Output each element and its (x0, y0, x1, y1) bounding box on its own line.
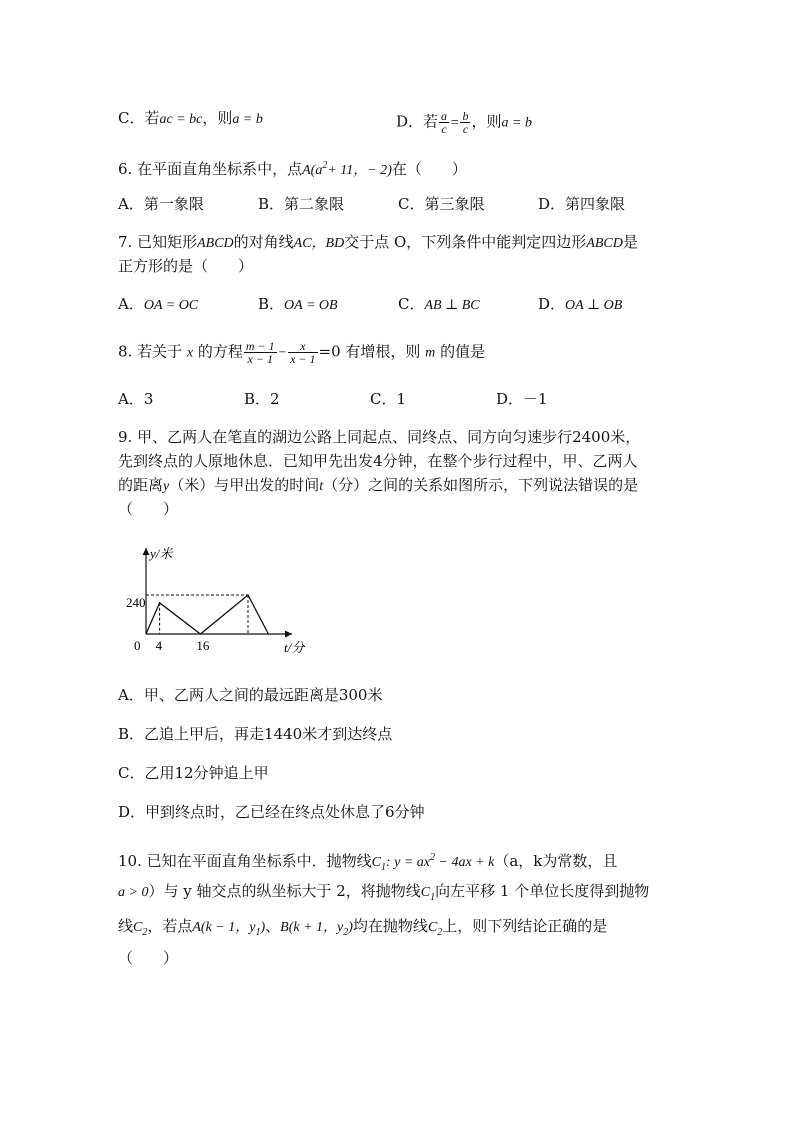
q5-c-expr: ac = bc (159, 112, 203, 127)
q7-diag: AC，BD (293, 236, 345, 251)
q7-b-expr: OA = OB (284, 298, 338, 313)
q5-d-conclusion: a = b (501, 115, 532, 131)
series-line (146, 595, 268, 634)
q6-option-d: D．第四象限 (538, 195, 626, 213)
q8-m: m (425, 345, 436, 361)
q9-line4: （ ） (118, 500, 179, 518)
q5-c-conclusion: a = b (232, 112, 263, 127)
q10-pa-sub: 1 (255, 927, 261, 938)
q7-a-label: A． (118, 295, 144, 313)
q10-sep: 、 (265, 917, 281, 935)
q7-stem-line2: 正方形的是（ ） (118, 257, 254, 275)
q8-stem (118, 340, 485, 365)
q10-l3c: 均在抛物线 (352, 917, 428, 935)
q10-l2c: 向左平移 1 个单位长度得到抛物 (435, 882, 650, 900)
q10-line4: （ ） (118, 949, 179, 967)
q10-c1: C (371, 855, 381, 870)
q7-c-expr: AB ⊥ BC (424, 298, 480, 313)
q9-y: y (163, 479, 170, 494)
q9-line1: 9. 甲、乙两人在笔直的湖边公路上同起点、同终点、同方向匀速步行2400米， (118, 428, 641, 446)
q6-coord-a: a (315, 163, 323, 178)
q8-minus: − (277, 345, 288, 361)
q9-option-d: D．甲到终点时，乙已经在终点处休息了6分钟 (118, 803, 425, 821)
q8-var: x (186, 345, 194, 361)
q10-l2a: a > 0 (118, 885, 149, 900)
q10-c2: C (133, 920, 143, 935)
distance-time-graph (126, 540, 326, 660)
q7-option-d (538, 294, 622, 316)
q8-c: =0 有增根，则 (318, 342, 426, 361)
q6-open: ( (310, 163, 316, 178)
q9-l3a: 的距离 (118, 476, 164, 494)
q10-c1-ref-sub: 1 (430, 892, 436, 903)
q10-c1-ref: C (420, 885, 431, 900)
q10-pa: A(k − 1，y (192, 920, 256, 935)
q8-a: 8. 若关于 (118, 342, 187, 361)
q10-pa-close: ) (260, 920, 266, 935)
q10-line2 (118, 881, 649, 908)
q10-l3b: ，若点 (147, 917, 193, 935)
q5-d-frac1: $\frac{a}{c}$ (441, 109, 448, 136)
q7-rect: ABCD (197, 236, 234, 251)
q8-option-c: C．1 (370, 390, 407, 408)
q10-pb-close: ) (348, 920, 353, 935)
q7-d-label: D． (538, 295, 566, 313)
q10-eq-b: − 4ax + k (435, 855, 495, 870)
q9-option-a: A．甲、乙两人之间的最远距离是300米 (118, 686, 383, 704)
q6-coord-sup: 2 (322, 160, 328, 171)
q8-option-d: D．－1 (496, 390, 548, 408)
q7-stem-line1 (118, 232, 638, 254)
q7-l1c: 交于点 O，下列条件中能判定四边形 (344, 233, 587, 251)
q6-stem (118, 156, 467, 181)
q10-l1a: 10. 已知在平面直角坐标系中．抛物线 (118, 852, 372, 870)
q10-c1-sub: 1 (380, 862, 386, 873)
q6-option-b: B．第二象限 (258, 195, 345, 213)
q8-frac1: $\frac{m - 1}{x - 1}$ (245, 339, 275, 366)
q9-option-b: B．乙追上甲后，再走1440米才到达终点 (118, 725, 393, 743)
q8-d: 的值是 (435, 342, 486, 361)
q5-c-sep: ，则 (202, 109, 233, 127)
q5-option-c (118, 108, 263, 130)
q10-eq: : y = ax (385, 855, 431, 870)
q9-t: t (319, 479, 324, 494)
q9-option-c: C．乙用12分钟追上甲 (118, 764, 269, 782)
q6-close: ) (387, 163, 392, 178)
x-tick-label-4: 4 (155, 638, 163, 653)
q7-rect2: ABCD (586, 236, 623, 251)
q5-d-eq: = (450, 115, 460, 131)
q9-line3 (118, 475, 638, 497)
q7-c-label: C． (398, 295, 425, 313)
q7-option-c (398, 294, 480, 316)
q7-l1b: 的对角线 (233, 233, 294, 251)
q5-d-frac2: $\frac{b}{c}$ (462, 109, 469, 136)
q8-b: 的方程 (193, 342, 243, 361)
q10-c2-ref-sub: 2 (437, 927, 443, 938)
q6-option-a: A．第一象限 (118, 195, 204, 213)
q10-pb-sub: 2 (343, 927, 349, 938)
q10-pb: B(k + 1，y (280, 920, 344, 935)
q6-stem-b: 在（ ） (391, 160, 467, 178)
q8-option-b: B．2 (244, 390, 280, 408)
q7-option-a (118, 294, 198, 316)
q9-l3c: （分）之间的关系如图所示，下列说法错误的是 (323, 476, 639, 494)
q8-frac2: $\frac{x}{x - 1}$ (290, 339, 316, 366)
q10-l3d: 上，则下列结论正确的是 (442, 917, 608, 935)
q8-option-a: A．3 (118, 390, 154, 408)
q7-l1a: 7. 已知矩形 (118, 233, 198, 251)
q6-option-c: C．第三象限 (398, 195, 485, 213)
q10-l1b: （a，k为常数，且 (494, 852, 618, 870)
q5-d-sep: ，则 (471, 112, 502, 131)
q10-c2-sub: 2 (142, 927, 148, 938)
q7-a-expr: OA = OC (143, 298, 199, 313)
x-axis-label: t/分 (284, 640, 305, 655)
y-tick-label-240: 240 (126, 594, 146, 610)
q9-line2: 先到终点的人原地休息．已知甲先出发4分钟，在整个步行过程中，甲、乙两人 (118, 452, 638, 470)
q10-c2-ref: C (427, 920, 438, 935)
x-tick-label-16: 16 (196, 638, 210, 653)
q7-d-expr: OA ⊥ OB (565, 298, 623, 313)
q5-option-d (396, 110, 532, 135)
q6-point: A (302, 163, 311, 178)
q10-line1 (118, 848, 617, 878)
q7-l1d: 是 (622, 233, 638, 251)
q6-stem-a: 6. 在平面直角坐标系中，点 (118, 160, 303, 178)
x-tick-label-0: 0 (134, 638, 141, 653)
q7-option-b (258, 294, 338, 316)
q10-eq-sup: 2 (430, 852, 436, 863)
q10-l3a: 线 (118, 917, 134, 935)
q10-line3 (118, 916, 607, 943)
q6-coord-b: + 11，− 2 (327, 163, 388, 178)
q10-l2b: ）与 y 轴交点的纵坐标大于 2，将抛物线 (148, 882, 421, 900)
q7-b-label: B． (258, 295, 285, 313)
q5-c-label: C．若 (118, 109, 160, 127)
q5-d-label: D．若 (396, 112, 439, 131)
q9-l3b: （米）与甲出发的时间 (169, 476, 320, 494)
y-axis-label: y/米 (150, 546, 173, 561)
